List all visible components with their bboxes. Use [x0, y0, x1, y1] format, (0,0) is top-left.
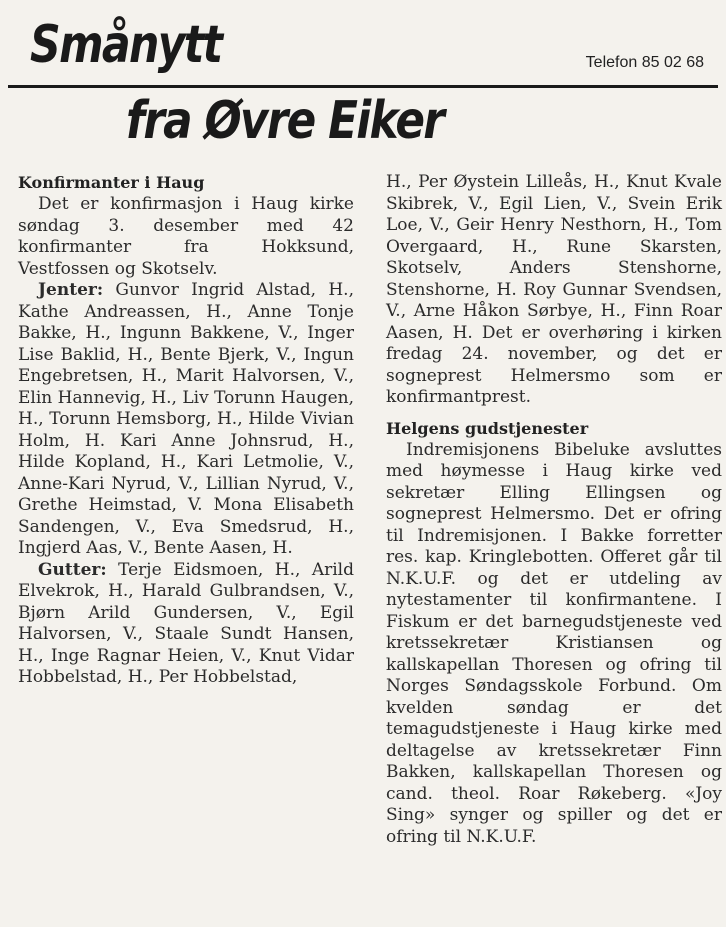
section-heading-services: Helgens gudstjenester — [386, 418, 589, 438]
confirmation-intro: Det er konfirmasjon i Haug kirke søndag 3. desember med 42 konfirmanter fra Hokksund, Vestfossen og Skotselv. — [18, 194, 354, 279]
phone-number: Telefon 85 02 68 — [585, 54, 704, 71]
header-rule — [8, 85, 718, 88]
girls-label: Jenter: — [38, 280, 104, 300]
services-paragraph: Indremisjonens Bibeluke avsluttes med høymesse i Haug kirke ved sekretær Elling Ellingsen og sogneprest Helmersmo. Det er ofring til Indremisjonen. I Bakke forretter res. kap. Kringlebotten. Offeret går til N.K.U.F. og det er utdeling av nytestamenter til konfirmantene. I Fiskum er det barnegudstjeneste ved kretssekretær Kristiansen og kallskapellan Thoresen og ofring til Norges Søndagsskole Forbund. Om kvelden søndag er det temagudstjeneste i Haug kirke med deltagelse av kretssekretær Finn Bakken, kallskapellan Thoresen og cand. theol. Roar Røkeberg. «Joy Sing» synger og spiller og det er ofring til N.K.U.F. — [386, 439, 722, 847]
section-heading-confirmands: Konfirmanter i Haug — [18, 173, 205, 192]
continuation-paragraph: H., Per Øystein Lilleås, H., Knut Kvale Skibrek, V., Egil Lien, V., Svein Erik Loe, V., Geir Henry Nesthorn, H., Tom Overgaard, H., Rune Skarsten, Skotselv, Anders Stenshorne, Stenshorne, H. Roy Gunnar Svendsen, V., Arne Håkon Sørbye, H., Finn Roar Aasen, H. Det er overhøring i kirken fredag 24. november, og det er sogneprest Helmersmo som er konfirmantprest. — [386, 172, 722, 407]
headline-line-2: fra Øvre Eiker — [126, 91, 444, 151]
boys-paragraph — [18, 560, 354, 689]
boys-list: Terje Eidsmoen, H., Arild Elvekrok, H., Harald Gulbrandsen, V., Bjørn Arild Gundersen, V., Egil Halvorsen, V., Staale Sundt Hansen, H., Inge Ragnar Heien, V., Knut Vidar Hobbelstad, H., Per Hobbelstad, — [18, 559, 354, 687]
boys-label: Gutter: — [38, 559, 107, 580]
right-column — [386, 172, 722, 848]
girls-list: Gunvor Ingrid Alstad, H., Kathe Andreassen, H., Anne Tonje Bakke, H., Ingunn Bakkene, V., Inger Lise Baklid, H., Bente Bjerk, V., Ingun Engebretsen, H., Marit Halvorsen, V., Elin Hannevig, H., Liv Torunn Haugen, H., Torunn Hemsborg, H., Hilde Vivian Holm, H. Kari Anne Johnsrud, H., Hilde Kopland, H., Kari Letmolie, V., Anne-Kari Nyrud, V., Lillian Nyrud, V., Grethe Heimstad, V. Mona Elisabeth Sandengen, V., Eva Smedsrud, H., Ingjerd Aas, V., Bente Aasen, H. — [18, 280, 354, 558]
girls-paragraph — [18, 280, 354, 560]
left-column — [18, 172, 354, 689]
headline-line-1: Smånytt — [30, 15, 222, 75]
